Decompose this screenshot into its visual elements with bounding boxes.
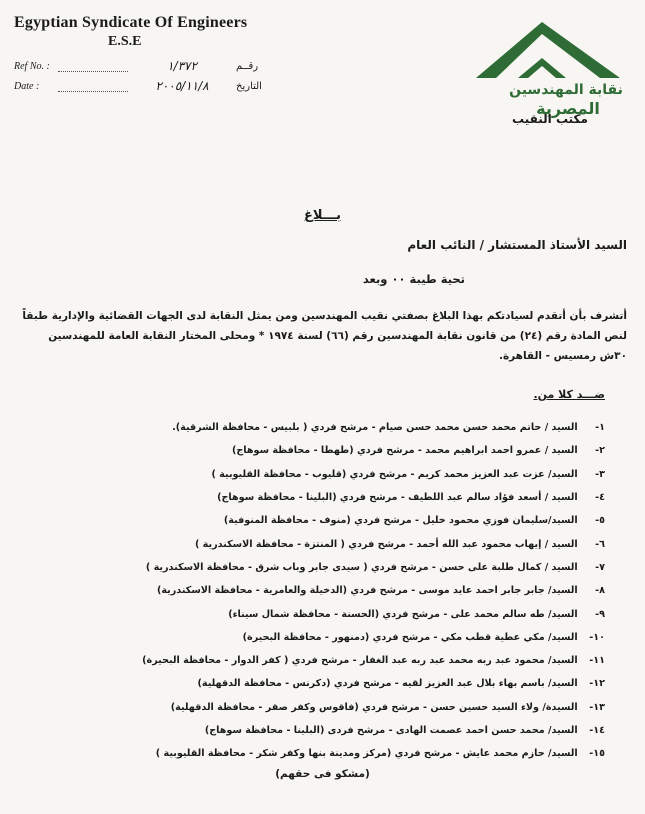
item-text: السيد/ طه سالم محمد على - مرشح فردي (الحسنة - محافظة شمال سيناء) [228,608,578,620]
list-item [30,486,605,509]
item-text: السيد / كمال طلبة على حسن - مرشح فردي ( سيدى جابر وباب شرق - محافظة الاسكندرية ) [145,561,578,573]
addressee: السيد الأستاذ المستشار / النائب العام [407,238,627,252]
logo-text-line2: المصرية [536,99,600,118]
item-number: ١٥- [589,748,605,760]
list-item [30,742,605,765]
list-item [30,626,605,649]
list-item [30,509,605,532]
date-value: ٢٠٠٥/١١/٨ [155,79,209,93]
item-text: السيد/ حازم محمد عايش - مرشح فردي (مركز ومدينة بنها وكفر شكر - محافظة القليوبية ) [155,748,578,760]
greeting: تحية طيبة ٠٠ وبعد [362,272,465,286]
list-item [30,463,605,486]
item-number: ٣- [595,468,605,480]
item-number: ٨- [595,585,605,597]
item-text: السيدة/ ولاء السيد حسين حسن - مرشح فردي (فاقوس وكفر صقر - محافظة الدقهلية) [170,701,578,713]
list-item [30,649,605,672]
ref-row [14,56,314,76]
item-number: ١٠- [589,631,605,643]
item-number: ٢- [595,445,605,457]
item-text: السيد/ محمود عبد ربه محمد عبد ربه عبد الغفار - مرشح فردي ( كفر الدوار - محافظة البحيرة) [142,655,578,667]
item-number: ٤- [595,492,605,504]
date-dots [58,81,128,92]
item-text: السيد / أسعد فؤاد سالم عبد اللطيف - مرشح فردي (البلينا - محافظة سوهاج) [217,492,578,504]
against-label: ضـــد كلا من. [533,388,605,401]
ref-label-ar: رقــم [236,60,259,72]
date-label: Date : [14,80,40,92]
list-item [30,696,605,719]
item-text: السيد/سليمان فوزي محمود خليل - مرشح فردي (منوف - محافظة المنوفية) [223,515,578,527]
intro-paragraph: أتشرف بأن أتقدم لسيادتكم بهذا البلاغ بصفتي نقيب المهندسين ومن يمثل النقابة لدى الجهات القضائية والإدارية طبقاً لنص المادة رقم (٢٤) من قانون نقابة المهندسين رقم (٦٦) لسنة ١٩٧٤ * ومحلى المختار النقابة العامة للمهندسين ٣٠ش رمسيس - القاهرة. [22,310,627,362]
item-text: السيد/ باسم بهاء بلال عبد العزيز لقيه - مرشح فردي (دكرنس - محافظة الدقهلية) [197,678,578,690]
closing-note: (مشكو فى حقهم) [275,768,370,780]
item-text: السيد / إيهاب محمود عبد الله أحمد - مرشح فردي ( المنتزة - محافظة الاسكندرية ) [194,538,578,550]
item-number: ١١- [589,655,605,667]
date-label-ar: التاريخ [236,80,262,92]
list-item [30,672,605,695]
item-text: السيد / حاتم محمد حسن محمد حسن صيام - مرشح فردي ( بلبيس - محافظة الشرقية). [172,422,578,434]
ref-label: Ref No. : [14,60,50,72]
list-item [30,532,605,555]
list-item [30,439,605,462]
org-name: Egyptian Syndicate Of Engineers [14,14,248,31]
item-text: السيد / عمرو احمد ابراهيم محمد - مرشح فردي (طهطا - محافظة سوهاج) [232,445,578,457]
ref-value: ١/٣٧٢ [167,59,197,73]
item-number: ٦- [595,538,605,550]
logo-inner-shape [518,58,566,78]
letterhead-left [14,14,314,96]
item-number: ١٤- [589,725,605,736]
item-number: ٧- [595,561,605,573]
item-text: السيد/ جابر جابر احمد عايد موسى - مرشح فردي (الدخيلة والعامرية - محافظة الاسكندرية) [156,585,578,597]
item-text: السيد/ محمد حسن احمد عصمت الهادى - مرشح فردى (البلينا - محافظة سوهاج) [204,725,578,736]
item-number: ١٣- [589,701,605,713]
item-number: ٩- [595,608,605,620]
ref-dots [58,61,128,72]
list-item [30,556,605,579]
item-text: السيد/ عزت عبد العزيز محمد كريم - مرشح فردي (قليوب - محافظة القليوبية ) [211,468,578,480]
logo-text-line1: نقابة المهندسين [509,82,623,98]
date-row [14,76,314,96]
defendants-list [30,416,605,765]
item-text: السيد/ مكي عطية قطب مكي - مرشح فردي (دمنهور - محافظة البحيرة) [242,631,578,643]
item-number: ٥- [595,515,605,527]
list-item [30,416,605,439]
logo-caption: مكتب النقيب [512,112,588,126]
item-number: ١- [595,422,605,434]
list-item [30,579,605,602]
list-item [30,719,605,742]
org-abbr: E.S.E [108,34,142,49]
document-title: بـــلاغ [304,208,341,223]
item-number: ١٢- [589,678,605,690]
list-item [30,602,605,625]
